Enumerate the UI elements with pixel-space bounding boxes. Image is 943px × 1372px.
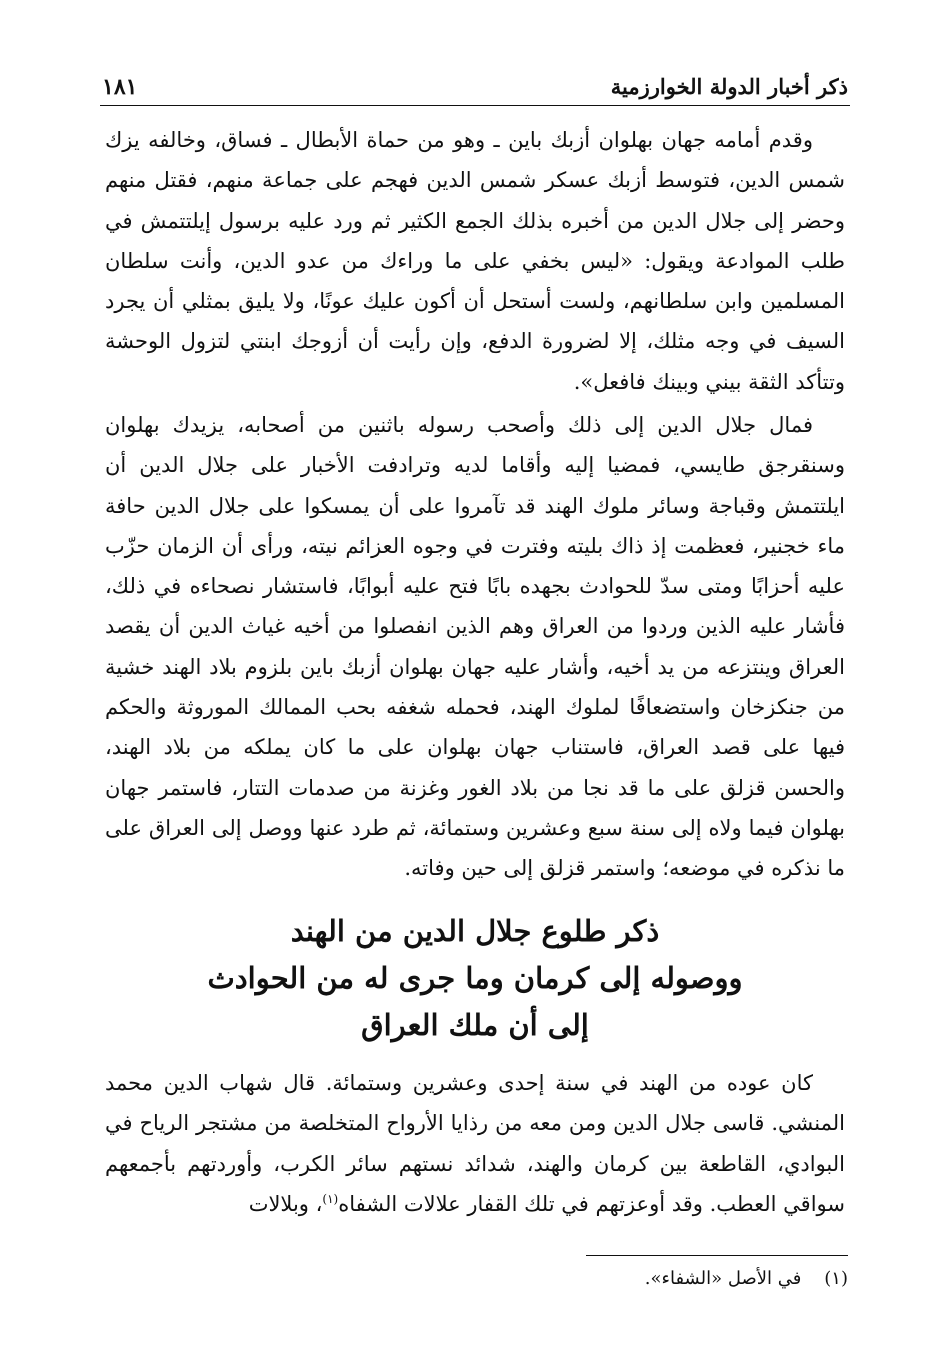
section-heading-line-3: إلى أن ملك العراق [361, 1008, 589, 1042]
footnote [300, 1264, 848, 1294]
footnote-text: في الأصل «الشفاء». [644, 1268, 802, 1289]
paragraph-3-text-end: ، وبلالات [248, 1191, 323, 1216]
footnote-marker: (١) [824, 1268, 848, 1289]
page-number: ١٨١ [102, 74, 138, 100]
section-heading-line-2: ووصوله إلى كرمان وما جرى له من الحوادث [207, 961, 743, 995]
footnote-reference: (١) [322, 1191, 339, 1206]
running-header [102, 68, 848, 102]
paragraph-2: فمال جلال الدين إلى ذلك وأصحب رسوله باثنين من أصحابه، يزيدك بهلوان وسنقرجق طايسي، فمضيا إليه وأقاما لديه وترادفت الأخبار على جلال الدين أن ايلتتمش وقباجة وسائر ملوك الهند قد تآمروا على أن يمسكوا على جلال الدين حافة ماء خجنير، فعظمت إذ ذاك بليته وفترت في وجوه العزائم نيته، ورأى أن الزمان حزّب عليه أحزابًا ومتى سدّ للحوادث بجهده بابًا فتح عليه أبوابًا، فاستشار نصحاءه في ذلك، فأشار عليه الذين وردوا من العراق وهم الذين انفصلوا من أخيه غياث الدين أن يقصد العراق وينتزعه من يد أخيه، وأشار عليه جهان بهلوان أزبك باين بلزوم بلاد الهند خشية من جنكزخان واستضعافًا لملوك الهند، فحمله شغفه بحب الممالك الموروثة والحكم فيها على قصد العراق، فاستناب جهان بهلوان على ما كان يملكه من بلاد الهند، والحسن قزلق على ما قد نجا من بلاد الغور وغزنة من صدمات التتار، فاستمر جهان بهلوان فيما ولاه إلى سنة سبع وعشرين وستمائة، ثم طرد عنها ووصل إلى العراق على ما نذكره في موضعه؛ واستمر قزلق إلى حين وفاته. [105, 413, 845, 881]
paragraph-3 [105, 1063, 845, 1224]
section-heading-line-1: ذكر طلوع جلال الدين من الهند [290, 914, 660, 948]
footnote-spacer [807, 1268, 818, 1289]
footnote-divider [586, 1255, 848, 1256]
section-heading [105, 908, 845, 1049]
header-title: ذكر أخبار الدولة الخوارزمية [610, 74, 848, 99]
header-divider [100, 105, 850, 106]
paragraph-3-text: كان عوده من الهند في سنة إحدى وعشرين وستمائة. قال شهاب الدين محمد المنشي. قاسى جلال الدين ومن معه من رذايا الأرواح المتخلصة من مشتجر الرياح في البوادي، القاطعة بين كرمان والهند، شدائد نستهم سائر الكرب، وأوردتهم بأجمعهم سواقي العطب. وقد أوعزتهم في تلك القفار علالات الشفاه [105, 1071, 846, 1216]
paragraph-1: وقدم أمامه جهان بهلوان أزبك باين ـ وهو من حماة الأبطال ـ فساق، وخالفه يزك شمس الدين، فتوسط أزبك عسكر شمس الدين فهجم على جماعة منهم، فقتل منهم وحضر إلى جلال الدين من أخبره بذلك الجمع الكثير ثم ورد عليه برسول إيلتتمش في طلب الموادعة ويقول: «ليس بخفي على ما وراءك من عدو الدين، وأنت سلطان المسلمين وابن سلطانهم، ولست أستحل أن أكون عليك عونًا، ولا يليق بمثلي أن يجرد السيف في وجه مثلك، إلا لضرورة الدفع، وإن رأيت أن أزوجك ابنتي لتزول الوحشة وتتأكد الثقة بيني وبينك فافعل». [105, 128, 845, 394]
